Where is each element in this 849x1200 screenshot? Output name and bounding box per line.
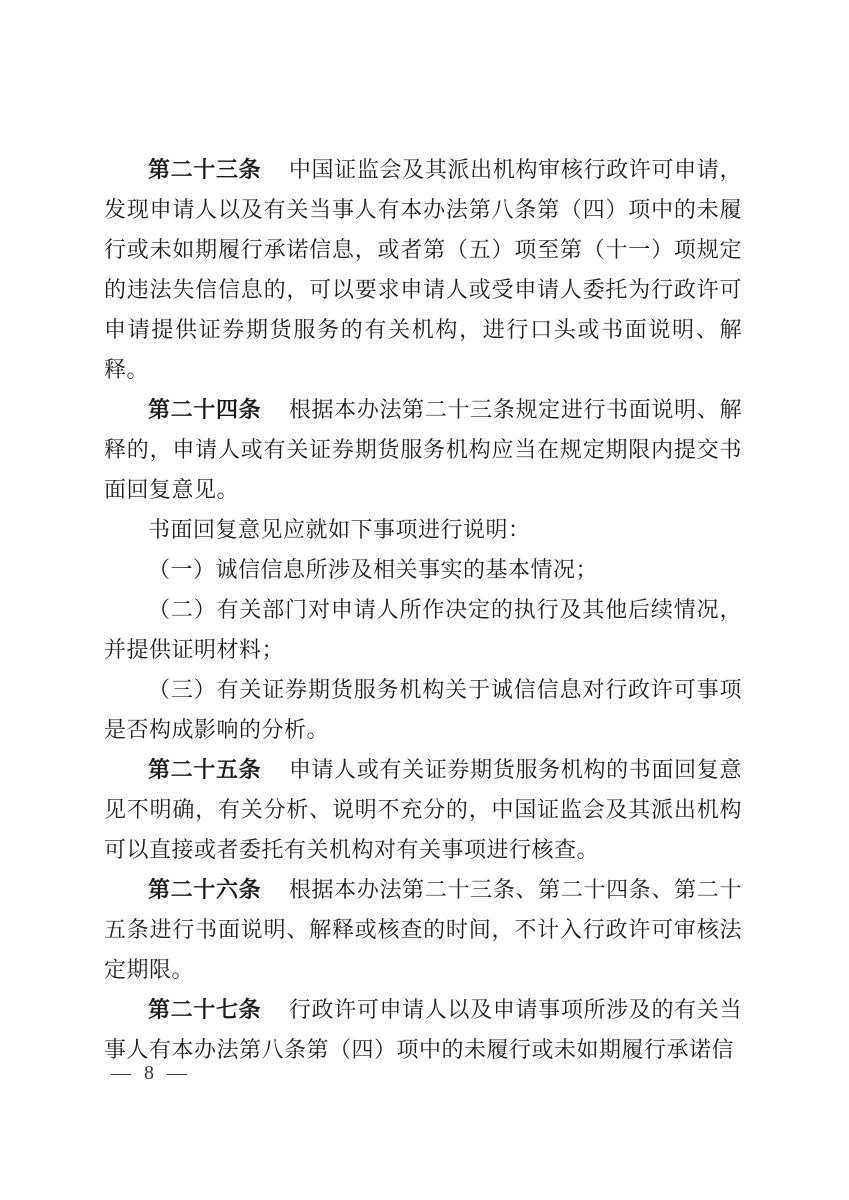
article-25-text: 申请人或有关证券期货服务机构的书面回复意见不明确，有关分析、说明不充分的，中国证监会及其派出机构可以直接或者委托有关机构对有关事项进行核查。	[104, 757, 742, 862]
article-27-number: 第二十七条	[148, 997, 262, 1022]
paragraph-item-2	[104, 590, 742, 670]
item-3-text: （三）有关证券期货服务机构关于诚信信息对行政许可事项是否构成影响的分析。	[104, 677, 742, 742]
article-24-number: 第二十四条	[148, 397, 262, 422]
article-26-text: 根据本办法第二十三条、第二十四条、第二十五条进行书面说明、解释或核查的时间，不计入行政许可审核法定期限。	[104, 877, 742, 982]
reply-intro-text: 书面回复意见应就如下事项进行说明：	[148, 517, 531, 542]
article-23-text: 中国证监会及其派出机构审核行政许可申请，发现申请人以及有关当事人有本办法第八条第（四）项中的未履行或未如期履行承诺信息，或者第（五）项至第（十一）项规定的违法失信信息的，可以要求申请人或受申请人委托为行政许可申请提供证券期货服务的有关机构，进行口头或书面说明、解释。	[104, 157, 742, 382]
article-25-number: 第二十五条	[148, 757, 262, 782]
paragraph-article-27	[104, 990, 742, 1070]
article-26-number: 第二十六条	[148, 877, 262, 902]
document-body	[104, 150, 742, 1070]
item-1-text: （一）诚信信息所涉及相关事实的基本情况；	[148, 557, 599, 582]
paragraph-article-26	[104, 870, 742, 990]
paragraph-reply-intro	[104, 510, 742, 550]
paragraph-article-23	[104, 150, 742, 390]
paragraph-item-1	[104, 550, 742, 590]
paragraph-article-24	[104, 390, 742, 510]
article-27-text: 行政许可申请人以及申请事项所涉及的有关当事人有本办法第八条第（四）项中的未履行或未如期履行承诺信	[104, 997, 742, 1062]
paragraph-item-3	[104, 670, 742, 750]
article-24-text: 根据本办法第二十三条规定进行书面说明、解释的，申请人或有关证券期货服务机构应当在规定期限内提交书面回复意见。	[104, 397, 742, 502]
paragraph-article-25	[104, 750, 742, 870]
article-23-number: 第二十三条	[148, 157, 262, 182]
item-2-text: （二）有关部门对申请人所作决定的执行及其他后续情况，并提供证明材料；	[104, 597, 742, 662]
page-number: — 8 —	[111, 1062, 191, 1084]
